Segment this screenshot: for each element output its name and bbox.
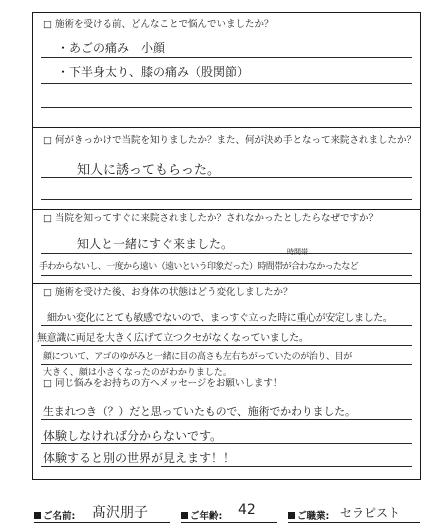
answer-rule	[41, 345, 412, 346]
age-label: ご年齢:	[181, 508, 222, 522]
section-divider	[33, 283, 420, 284]
name-value: 髙沢朋子	[92, 505, 148, 521]
answer-rule	[41, 325, 412, 326]
job-underline	[288, 522, 420, 523]
answer-rule	[41, 253, 412, 254]
age-value: 42	[238, 502, 256, 518]
answer-5-line-3: 体験すると別の世界が見えます！！	[43, 451, 236, 465]
answer-3-line-1: 知人と一緒にすぐ来ました。	[77, 237, 234, 251]
answer-rule	[41, 466, 412, 467]
answer-rule	[41, 443, 412, 444]
answer-1-line-2: ・下半身太り、膝の痛み（股関節）	[57, 65, 250, 79]
answer-3-line-2: 手わからないし、一度から遠い（遠いという印象だった）時間帯が合わなかったなど	[39, 262, 359, 272]
answer-2-line-1: 知人に誘ってもらった。	[77, 163, 221, 178]
section-divider	[33, 127, 420, 128]
answer-rule	[41, 275, 412, 276]
age-underline	[181, 522, 277, 523]
job-value: セラピスト	[340, 506, 401, 520]
respondent-footer	[0, 502, 441, 526]
name-underline	[34, 522, 170, 523]
answer-1-line-1: ・あごの痛み 小顔	[57, 41, 166, 55]
answer-rule	[41, 107, 412, 108]
answer-3-annotation: 時間帯	[287, 248, 308, 256]
answer-5-line-1: 生まれつき（？）だと思っていたもので、施術でかわりました。	[43, 405, 356, 418]
answer-5-line-2: 体験しなければ分からないです。	[43, 429, 223, 443]
questionnaire-frame	[32, 12, 421, 480]
question-1: □ 施術を受ける前、どんなことで悩んでいましたか？	[43, 19, 274, 30]
answer-rule	[41, 199, 412, 200]
question-2: □ 何がきっかけで当院を知りましたか？また、何が決め手となって来院されましたか？	[43, 135, 416, 146]
answer-rule	[41, 57, 412, 58]
question-3: □ 当院を知ってすぐに来院されましたか？されなかったとしたらなぜですか？	[43, 213, 378, 224]
answer-4-line-3: 顔について、アゴのゆがみと一緒に目の高さも左右ちがっていたのが治り、目が	[43, 352, 352, 362]
answer-4-line-4: 大きく、顔は小さくなったのがわかりました。	[43, 368, 232, 378]
answer-rule	[41, 177, 412, 178]
job-label: ご職業:	[288, 508, 329, 522]
answer-4-line-1: 細かい変化にとても敏感でないので、まっすぐ立った時に重心が安定しました。	[47, 313, 393, 324]
question-5: □ 同じ悩みをお持ちの方へメッセージをお願いします！	[43, 378, 283, 389]
question-4: □ 施術を受けた後、お身体の状態はどう変化しましたか？	[43, 287, 293, 298]
answer-rule	[41, 83, 412, 84]
answer-rule	[41, 419, 412, 420]
answer-4-line-2: 無意識に両足を大きく広げて立つクセがなくなっていました。	[37, 333, 309, 344]
name-label: ご名前:	[34, 508, 75, 522]
section-divider	[33, 209, 420, 210]
